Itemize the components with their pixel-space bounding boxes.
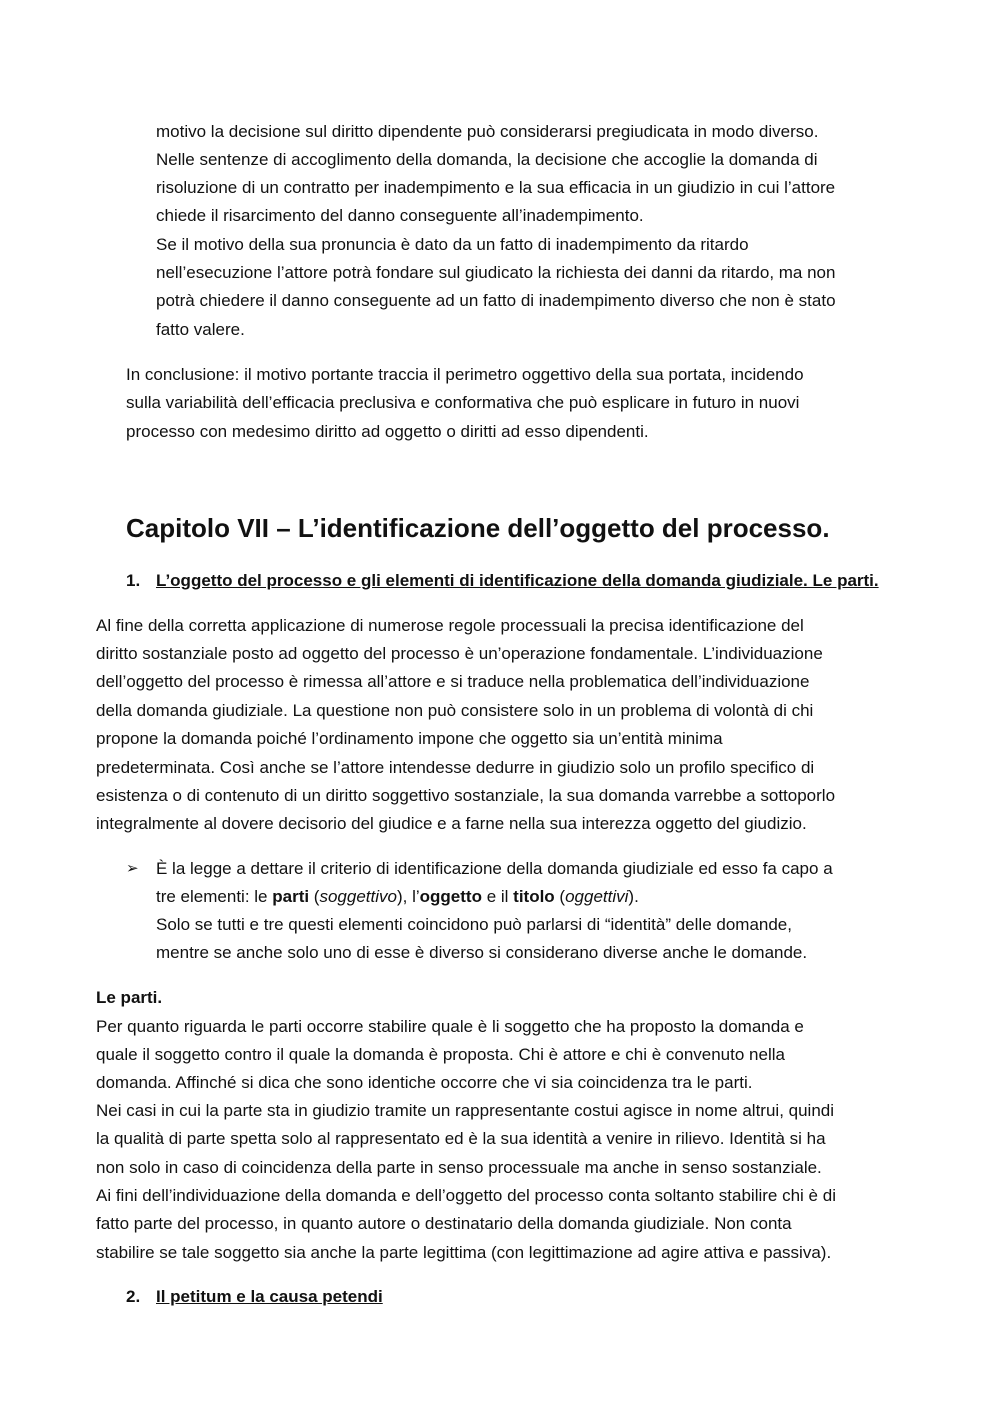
arrowhead-bullet-icon: ➢ [126,860,139,877]
text-line: esistenza o di contenuto di un diritto soggettivo sostanziale, la sua domanda varrebbe a sottoporlo [96,786,836,805]
text-line: Per quanto riguarda le parti occorre stabilire quale è li soggetto che ha proposto la domanda e [96,1017,804,1036]
text-line: diritto sostanziale posto ad oggetto del processo è un’operazione fondamentale. L’individuazione [96,644,823,663]
text-line: quale il soggetto contro il quale la domanda è proposta. Chi è attore e chi è convenuto nella [96,1045,785,1064]
text-line: risoluzione di un contratto per inadempimento e la sua efficacia in un giudizio in cui l’attore [156,178,836,197]
text-line: processo con medesimo diritto ad oggetto o diritti ad esso dipendenti. [126,422,649,441]
section-heading-1 [126,567,926,595]
section-number: 1. [126,571,141,590]
text-line: predeterminata. Così anche se l’attore intendesse dedurre in giudizio solo un profilo specifico di [96,758,815,777]
text-line: fatto valere. [156,320,245,339]
text-line: domanda. Affinché si dica che sono identiche occorre che vi sia coincidenza tra le parti. [96,1073,753,1092]
text-line: Se il motivo della sua pronuncia è dato da un fatto di inadempimento da ritardo [156,235,749,254]
text-line: dell’oggetto del processo è rimessa all’attore e si traduce nella problematica dell’individuazione [96,672,810,691]
subheading-le-parti: Le parti. [96,988,163,1007]
text-run: ( [554,887,566,906]
text-line: sulla variabilità dell’efficacia preclusiva e conformativa che può esplicare in futuro in nuovi [126,393,800,412]
text-line: chiede il risarcimento del danno conseguente all’inadempimento. [156,206,644,225]
text-line: stabilire se tale soggetto sia anche la parte legittima (con legittimazione ad agire attiva e passiva). [96,1243,832,1262]
text-line: la qualità di parte spetta solo al rappresentato ed è la sua identità a venire in rilievo. Identità si ha [96,1129,826,1148]
text-line: motivo la decisione sul diritto dipendente può considerarsi pregiudicata in modo diverso. [156,122,819,141]
text-run: ). [628,887,639,906]
text-run: tre elementi: le [156,887,273,906]
text-line: Al fine della corretta applicazione di numerose regole processuali la precisa identificazione del [96,616,804,635]
text-line: nell’esecuzione l’attore potrà fondare sul giudicato la richiesta dei danni da ritardo, ma non [156,263,836,282]
text-line: non solo in caso di coincidenza della parte in senso processuale ma anche in senso sostanziale. [96,1158,822,1177]
text-line: Ai fini dell’individuazione della domanda e dell’oggetto del processo conta soltanto stabilire chi è di [96,1186,836,1205]
text-line: mentre se anche solo uno di esse è diverso si considerano diverse anche le domande. [156,943,808,962]
text-run: e il [481,887,514,906]
text-line: fatto parte del processo, in quanto autore o destinatario della domanda giudiziale. Non conta [96,1214,792,1233]
text-line: Nei casi in cui la parte sta in giudizio tramite un rappresentante costui agisce in nome altrui, quindi [96,1101,835,1120]
text-run: ), l’ [396,887,420,906]
section-number: 2. [126,1287,141,1306]
text-line: Nelle sentenze di accoglimento della domanda, la decisione che accoglie la domanda di [156,150,818,169]
text-line: Solo se tutti e tre questi elementi coincidono può parlarsi di “identità” delle domande, [156,915,792,934]
text-run: ( [309,887,320,906]
section-title: L’oggetto del processo e gli elementi di identificazione della domanda giudiziale. Le parti. [156,571,879,590]
section-title: Il petitum e la causa petendi [156,1287,383,1306]
bold-term-oggetto: oggetto [419,887,482,906]
bold-term-parti: parti [272,887,310,906]
section-heading-2 [126,1283,726,1311]
text-line: della domanda giudiziale. La questione non può consistere solo in un problema di volontà di chi [96,701,814,720]
text-line: integralmente al dovere decisorio del giudice e a farne nella sua interezza oggetto del giudizio. [96,814,807,833]
italic-term: soggettivo [319,887,397,906]
text-line: In conclusione: il motivo portante traccia il perimetro oggettivo della sua portata, incidendo [126,365,804,384]
italic-term: oggettivi [565,887,629,906]
text-line: potrà chiedere il danno conseguente ad un fatto di inadempimento diverso che non è stato [156,291,836,310]
bold-term-titolo: titolo [513,887,555,906]
text-line: propone la domanda poiché l’ordinamento impone che oggetto sia un’entità minima [96,729,723,748]
text-line: È la legge a dettare il criterio di identificazione della domanda giudiziale ed esso fa capo a [156,859,833,878]
text-line [156,883,639,911]
chapter-title: Capitolo VII – L’identificazione dell’oggetto del processo. [126,513,830,543]
